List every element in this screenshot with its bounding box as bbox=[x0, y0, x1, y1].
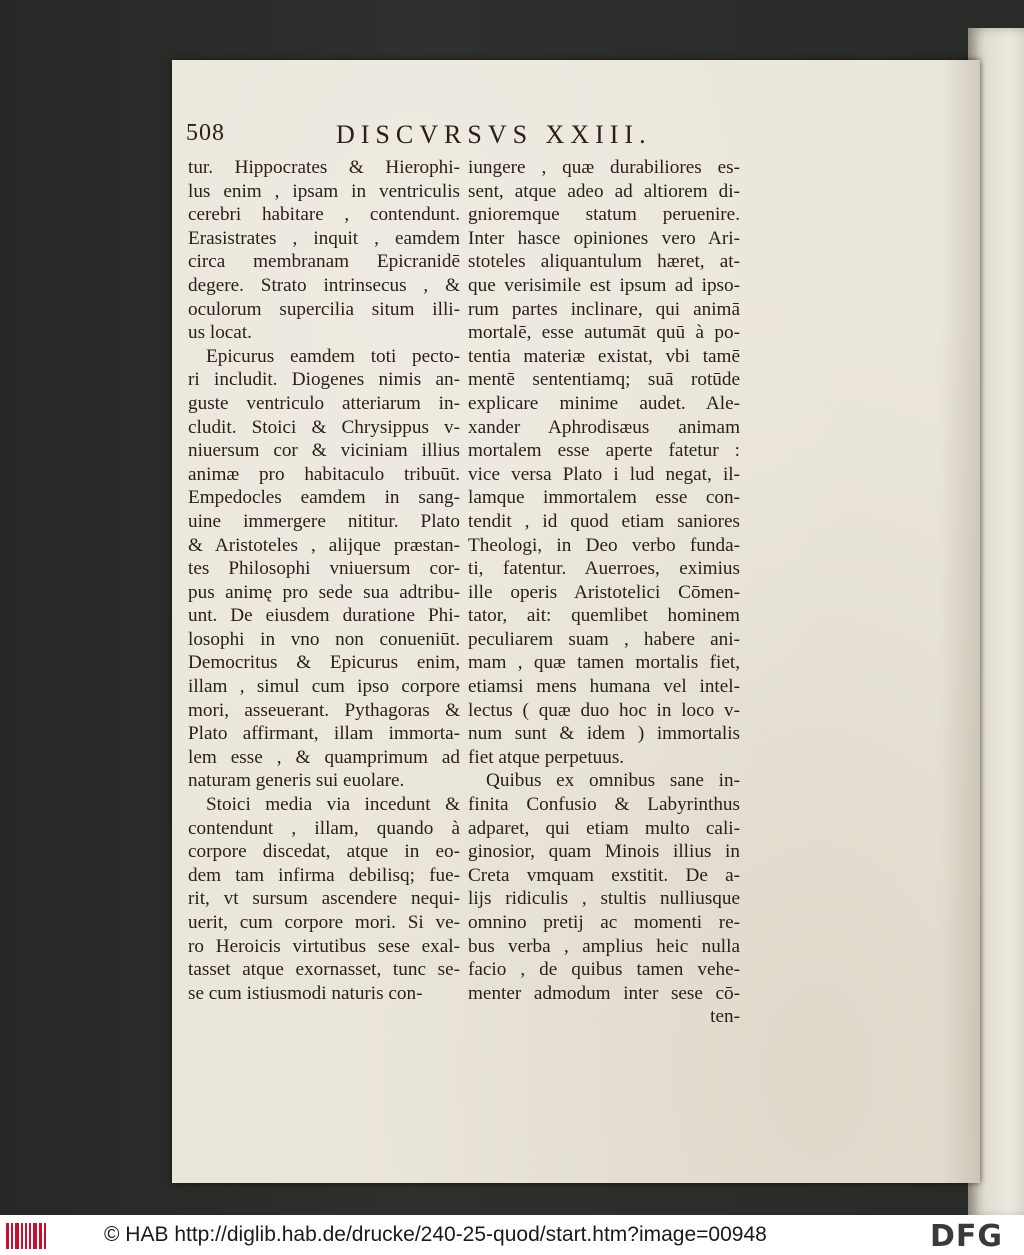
text-line: finita Confusio & Labyrinthus bbox=[468, 794, 740, 816]
running-head bbox=[186, 120, 786, 154]
text-line: unt. De eiusdem duratione Phi- bbox=[188, 605, 460, 627]
text-line: num sunt & idem ) immortalis bbox=[468, 723, 740, 745]
text-line: dem tam infirma debilisq; fue- bbox=[188, 864, 460, 886]
text-line: Quibus ex omnibus sane in- bbox=[486, 770, 740, 792]
text-line: pus animę pro sede sua adtribu- bbox=[188, 581, 460, 603]
text-line: Democritus & Epicurus enim, bbox=[188, 652, 460, 674]
left-text-column bbox=[188, 156, 460, 1005]
text-line: Epicurus eamdem toti pecto- bbox=[206, 345, 460, 367]
text-line: lectus ( quæ duo hoc in loco v- bbox=[468, 699, 740, 721]
text-line: niuersum cor & viciniam illius bbox=[188, 440, 460, 462]
text-line: ten- bbox=[710, 1006, 740, 1028]
text-line: tator, ait: quemlibet hominem bbox=[468, 605, 740, 627]
footer-bar bbox=[0, 1215, 1024, 1255]
text-line: naturam generis sui euolare. bbox=[188, 770, 405, 792]
text-line: tasset atque exornasset, tunc se- bbox=[188, 959, 460, 981]
text-line: mentē sententiamq; suā rotūde bbox=[468, 369, 740, 391]
hab-barcode-logo-icon bbox=[6, 1223, 46, 1249]
text-line: ille operis Aristotelici Cōmen- bbox=[468, 581, 740, 603]
copyright-url[interactable]: © HAB http://diglib.hab.de/drucke/240-25-quod/start.htm?image=00948 bbox=[104, 1223, 767, 1246]
text-line: animæ pro habitaculo tribuūt. bbox=[188, 463, 460, 485]
text-line: Plato affirmant, illam immorta- bbox=[188, 723, 460, 745]
text-line: sent, atque adeo ad altiorem di- bbox=[468, 180, 740, 202]
text-line: se cum istiusmodi naturis con- bbox=[188, 982, 423, 1004]
text-line: bus verba , amplius heic nulla bbox=[468, 935, 740, 957]
text-line: xander Aphrodisæus animam bbox=[468, 416, 740, 438]
text-line: Theologi, in Deo verbo funda- bbox=[468, 534, 740, 556]
text-line: gnioremque statum peruenire. bbox=[468, 204, 740, 226]
text-line: uine immergere nititur. Plato bbox=[188, 510, 460, 532]
text-line: oculorum supercilia situm illi- bbox=[188, 298, 460, 320]
text-line: lamque immortalem esse con- bbox=[468, 487, 740, 509]
gutter-shadow bbox=[940, 60, 980, 1183]
text-line: explicare minime audet. Ale- bbox=[468, 392, 740, 414]
text-line: tentia materiæ existat, vbi tamē bbox=[468, 345, 740, 367]
text-line: lus enim , ipsam in ventriculis bbox=[188, 180, 460, 202]
text-line: ginosior, quam Minois illius in bbox=[468, 841, 740, 863]
text-line: iungere , quæ durabiliores es- bbox=[468, 157, 740, 178]
text-line: corpore discedat, atque in eo- bbox=[188, 841, 460, 863]
text-line: cerebri habitare , contendunt. bbox=[188, 204, 460, 226]
text-line: stoteles aliquantulum hæret, at- bbox=[468, 251, 740, 273]
text-line: Erasistrates , inquit , eamdem bbox=[188, 227, 460, 249]
text-line: Stoici media via incedunt & bbox=[206, 794, 460, 816]
running-title: DISCVRSVS XXIII. bbox=[336, 120, 652, 149]
dfg-logo: DFG bbox=[930, 1219, 1004, 1254]
text-line: menter admodum inter sese cō- bbox=[468, 982, 740, 1004]
text-line: Inter hasce opiniones vero Ari- bbox=[468, 227, 740, 249]
text-line: ri includit. Diogenes nimis an- bbox=[188, 369, 460, 391]
text-line: contendunt , illam, quando à bbox=[188, 817, 460, 839]
page-number: 508 bbox=[186, 120, 225, 146]
text-line: vice versa Plato i lud negat, il- bbox=[468, 463, 740, 485]
text-line: Empedocles eamdem in sang- bbox=[188, 487, 460, 509]
text-line: etiamsi mens humana vel intel- bbox=[468, 676, 740, 698]
text-line: guste ventriculo atteriarum in- bbox=[188, 392, 460, 414]
text-line: que verisimile est ipsum ad ipso- bbox=[468, 274, 740, 296]
text-line: adparet, qui etiam multo cali- bbox=[468, 817, 740, 839]
text-line: mortalem esse aperte fatetur : bbox=[468, 440, 740, 462]
text-line: omnino pretij ac momenti re- bbox=[468, 912, 740, 933]
text-line: mori, asseuerant. Pythagoras & bbox=[188, 699, 460, 721]
text-line: facio , de quibus tamen vehe- bbox=[468, 959, 740, 981]
text-line: cludit. Stoici & Chrysippus v- bbox=[188, 416, 460, 438]
text-line: rit, vt sursum ascendere nequi- bbox=[188, 888, 460, 910]
text-line: mortalē, esse autumāt quū à po- bbox=[468, 322, 740, 344]
text-line: illam , simul cum ipso corpore bbox=[188, 676, 460, 698]
text-line: ro Heroicis virtutibus sese exal- bbox=[188, 935, 460, 957]
text-line: Creta vmquam exstitit. De a- bbox=[468, 864, 740, 886]
text-line: & Aristoteles , alijque præstan- bbox=[188, 534, 460, 556]
text-line: rum partes inclinare, qui animā bbox=[468, 298, 740, 320]
text-line: tendit , id quod etiam saniores bbox=[468, 510, 740, 532]
text-line: circa membranam Epicranidē bbox=[188, 251, 460, 273]
text-line: lem esse , & quamprimum ad bbox=[188, 746, 460, 768]
text-line: lijs ridiculis , stultis nulliusque bbox=[468, 888, 740, 910]
right-text-column bbox=[468, 156, 740, 1029]
text-line: us locat. bbox=[188, 322, 252, 344]
text-line: degere. Strato intrinsecus , & bbox=[188, 274, 460, 296]
text-line: fiet atque perpetuus. bbox=[468, 746, 625, 768]
text-line: peculiarem suam , habere ani- bbox=[468, 628, 740, 650]
text-line: ti, fatentur. Auerroes, eximius bbox=[468, 558, 740, 580]
text-line: mam , quæ tamen mortalis fiet, bbox=[468, 652, 740, 674]
text-line: losophi in vno non conueniūt. bbox=[188, 628, 460, 650]
text-line: tur. Hippocrates & Hierophi- bbox=[188, 157, 460, 178]
text-line: uerit, cum corpore mori. Si ve- bbox=[188, 912, 460, 933]
text-line: tes Philosophi vniuersum cor- bbox=[188, 558, 460, 580]
